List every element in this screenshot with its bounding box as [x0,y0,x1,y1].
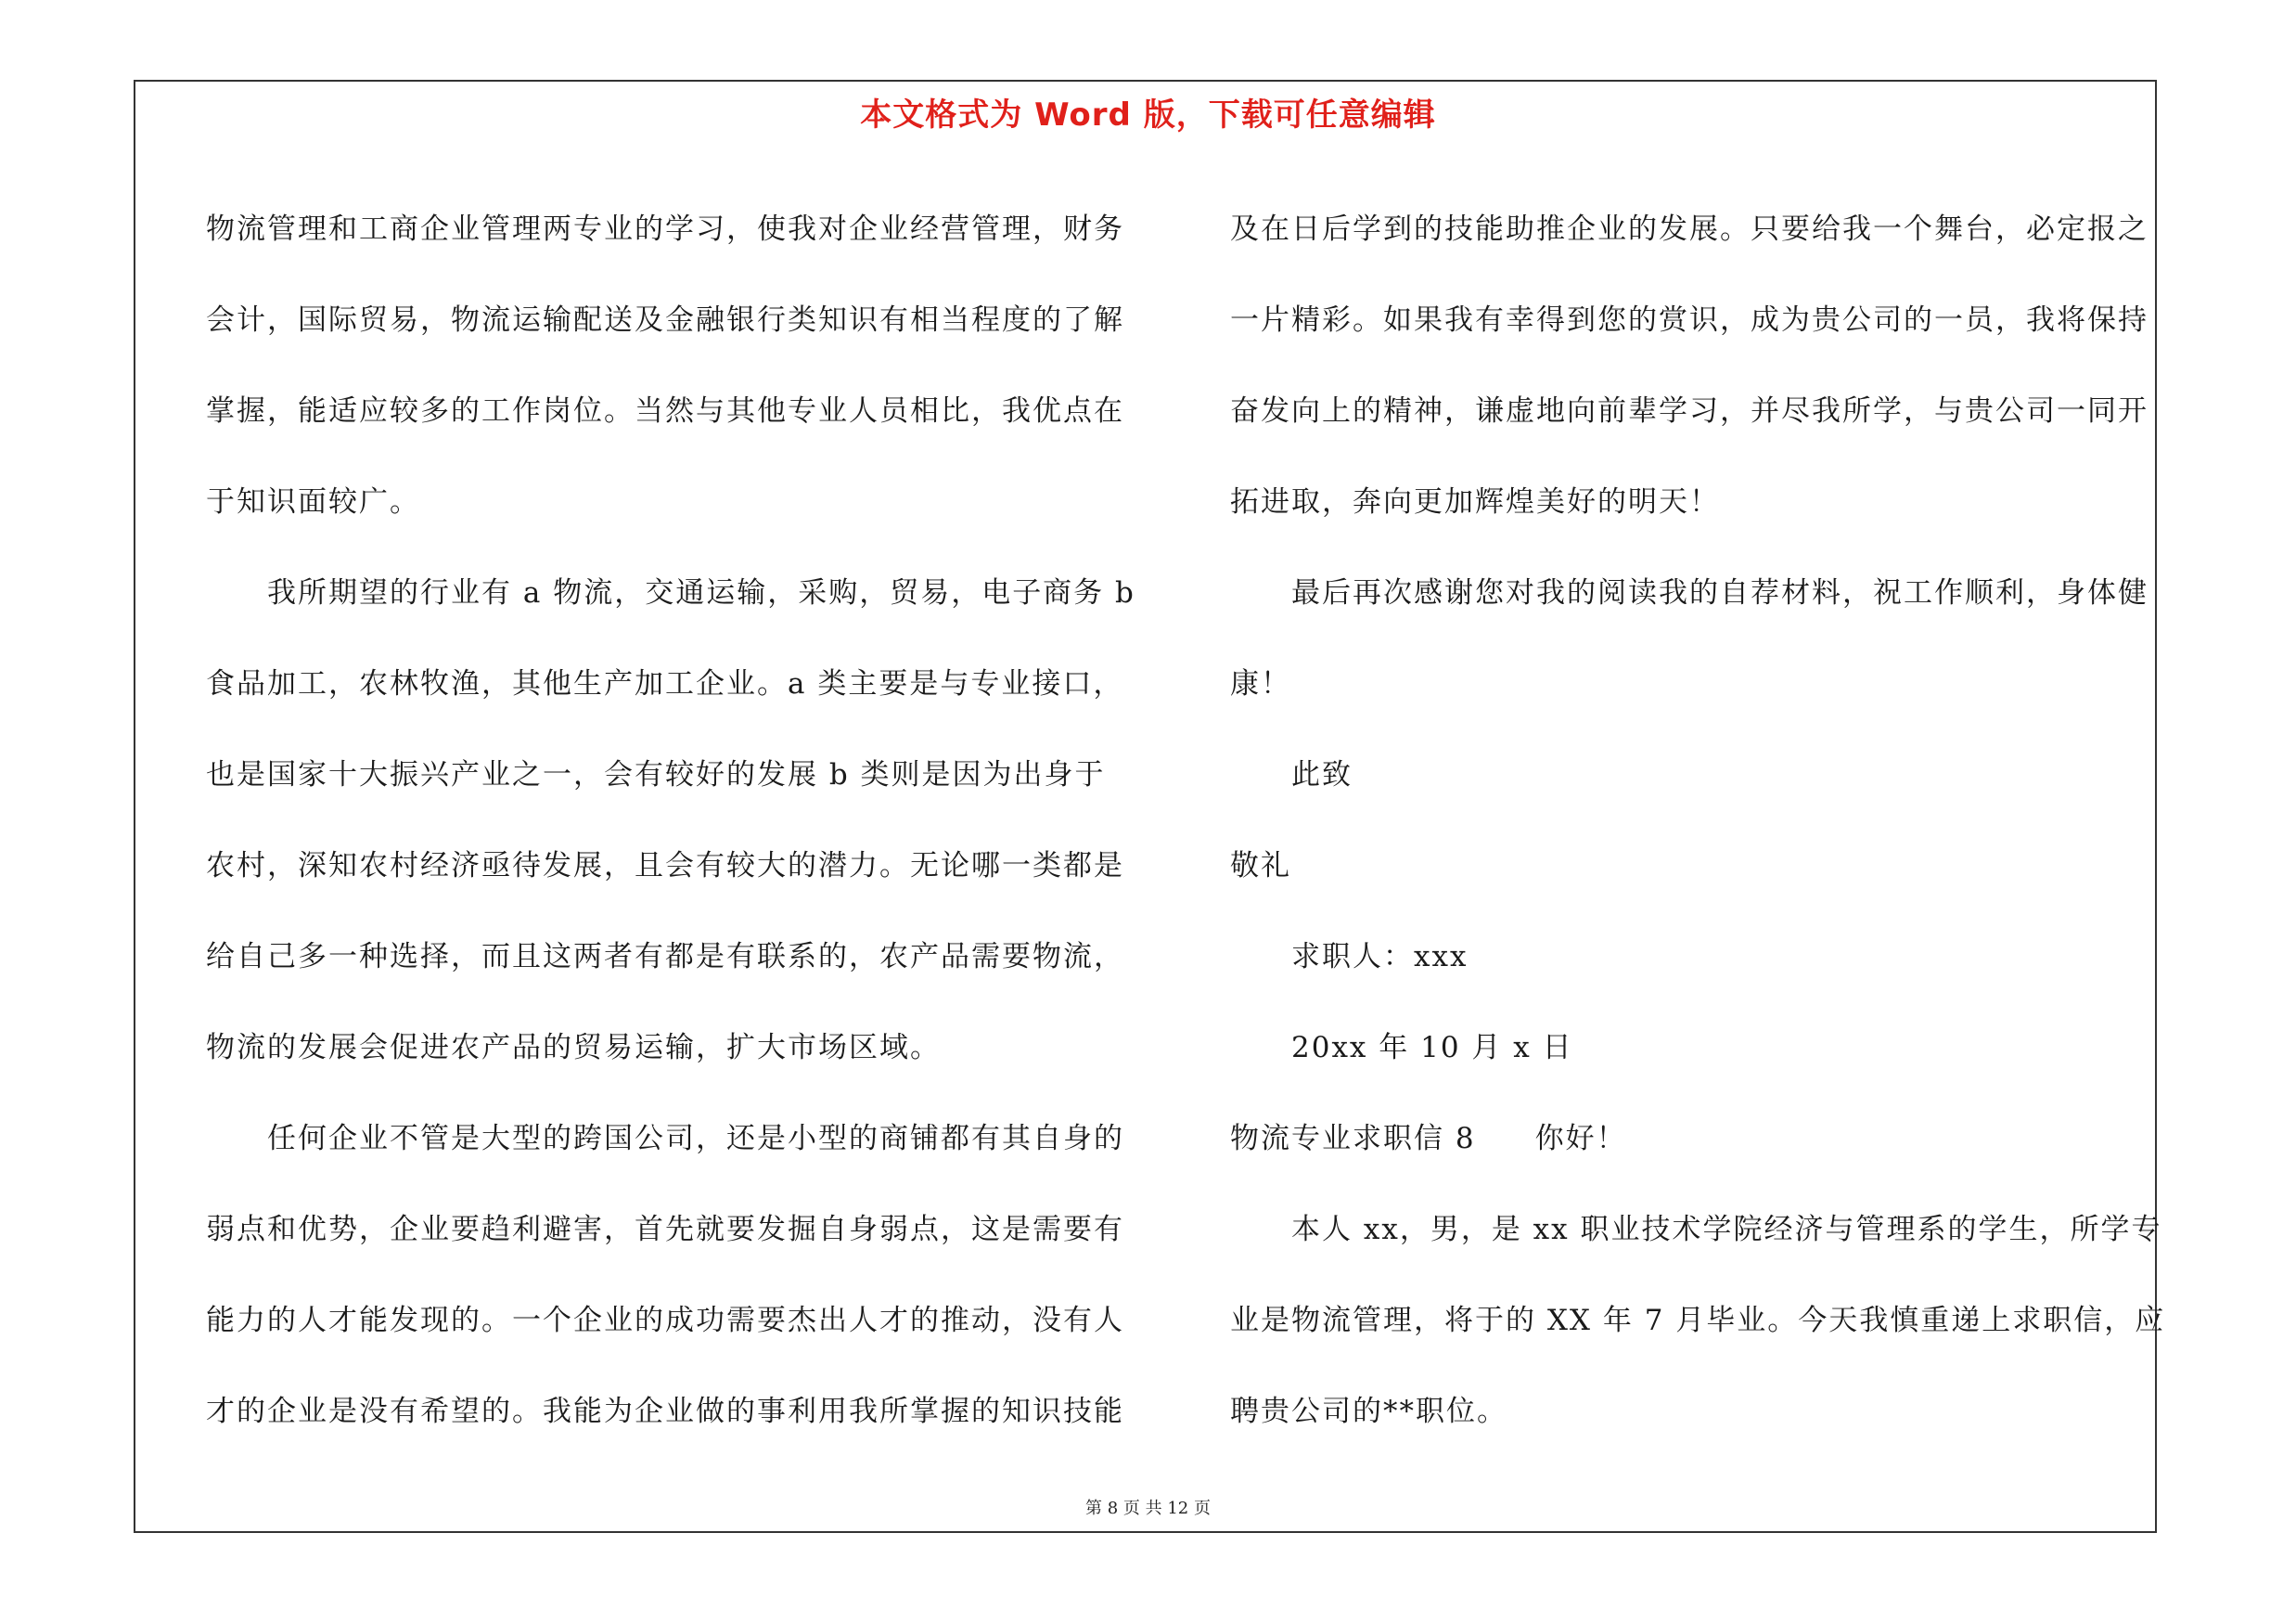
paragraph-line: 给自己多一种选择，而且这两者有都是有联系的，农产品需要物流， [206,940,1124,973]
paragraph-line: 本人 xx，男，是 xx 职业技术学院经济与管理系的学生，所学专 [1291,1213,2162,1246]
paragraph-line: 拓进取，奔向更加辉煌美好的明天！ [1230,485,1720,519]
format-banner: 本文格式为 Word 版，下载可任意编辑 [860,97,1436,134]
paragraph-line: 一片精彩。如果我有幸得到您的赏识，成为贵公司的一员，我将保持 [1230,303,2148,337]
paragraph-line: 物流管理和工商企业管理两专业的学习，使我对企业经营管理，财务 [206,213,1124,246]
applicant-signature: 求职人：xxx [1291,940,1469,973]
paragraph-line: 任何企业不管是大型的跨国公司，还是小型的商铺都有其自身的 [267,1122,1124,1155]
paragraph-line: 农村，深知农村经济亟待发展，且会有较大的潜力。无论哪一类都是 [206,849,1124,882]
paragraph-line: 聘贵公司的**职位。 [1230,1395,1507,1428]
paragraph-line: 业是物流管理，将于的 XX 年 7 月毕业。今天我慎重递上求职信，应 [1230,1304,2166,1337]
paragraph-line: 奋发向上的精神，谦虚地向前辈学习，并尽我所学，与贵公司一同开 [1230,394,2148,428]
letter-greeting: 你好！ [1534,1122,1627,1155]
paragraph-line: 康！ [1230,667,1291,701]
paragraph-line: 才的企业是没有希望的。我能为企业做的事利用我所掌握的知识技能 [206,1395,1124,1428]
paragraph-line: 最后再次感谢您对我的阅读我的自荐材料，祝工作顺利，身体健 [1291,576,2148,610]
paragraph-line: 食品加工，农林牧渔，其他生产加工企业。a 类主要是与专业接口， [206,667,1124,701]
paragraph-line: 掌握，能适应较多的工作岗位。当然与其他专业人员相比，我优点在 [206,394,1124,428]
paragraph-line: 弱点和优势，企业要趋利避害，首先就要发掘自身弱点，这是需要有 [206,1213,1124,1246]
paragraph-line: 物流的发展会促进农产品的贸易运输，扩大市场区域。 [206,1031,941,1064]
paragraph-line: 也是国家十大振兴产业之一，会有较好的发展 b 类则是因为出身于 [206,758,1106,792]
paragraph-line: 于知识面较广。 [206,485,420,519]
letter-date: 20xx 年 10 月 x 日 [1291,1031,1573,1064]
paragraph-line: 会计，国际贸易，物流运输配送及金融银行类知识有相当程度的了解 [206,303,1124,337]
paragraph-line: 我所期望的行业有 a 物流，交通运输，采购，贸易，电子商务 b [267,576,1135,610]
letter-title: 物流专业求职信 8 [1230,1122,1476,1155]
closing-regards: 敬礼 [1230,849,1291,882]
page-number: 第 8 页 共 12 页 [1085,1499,1211,1518]
closing-salutation: 此致 [1291,758,1353,792]
paragraph-line: 及在日后学到的技能助推企业的发展。只要给我一个舞台，必定报之 [1230,213,2148,246]
right-column [1230,184,2166,1457]
paragraph-line: 能力的人才能发现的。一个企业的成功需要杰出人才的推动，没有人 [206,1304,1124,1337]
letter-heading [1230,1093,2158,1184]
left-column [206,184,1148,1457]
